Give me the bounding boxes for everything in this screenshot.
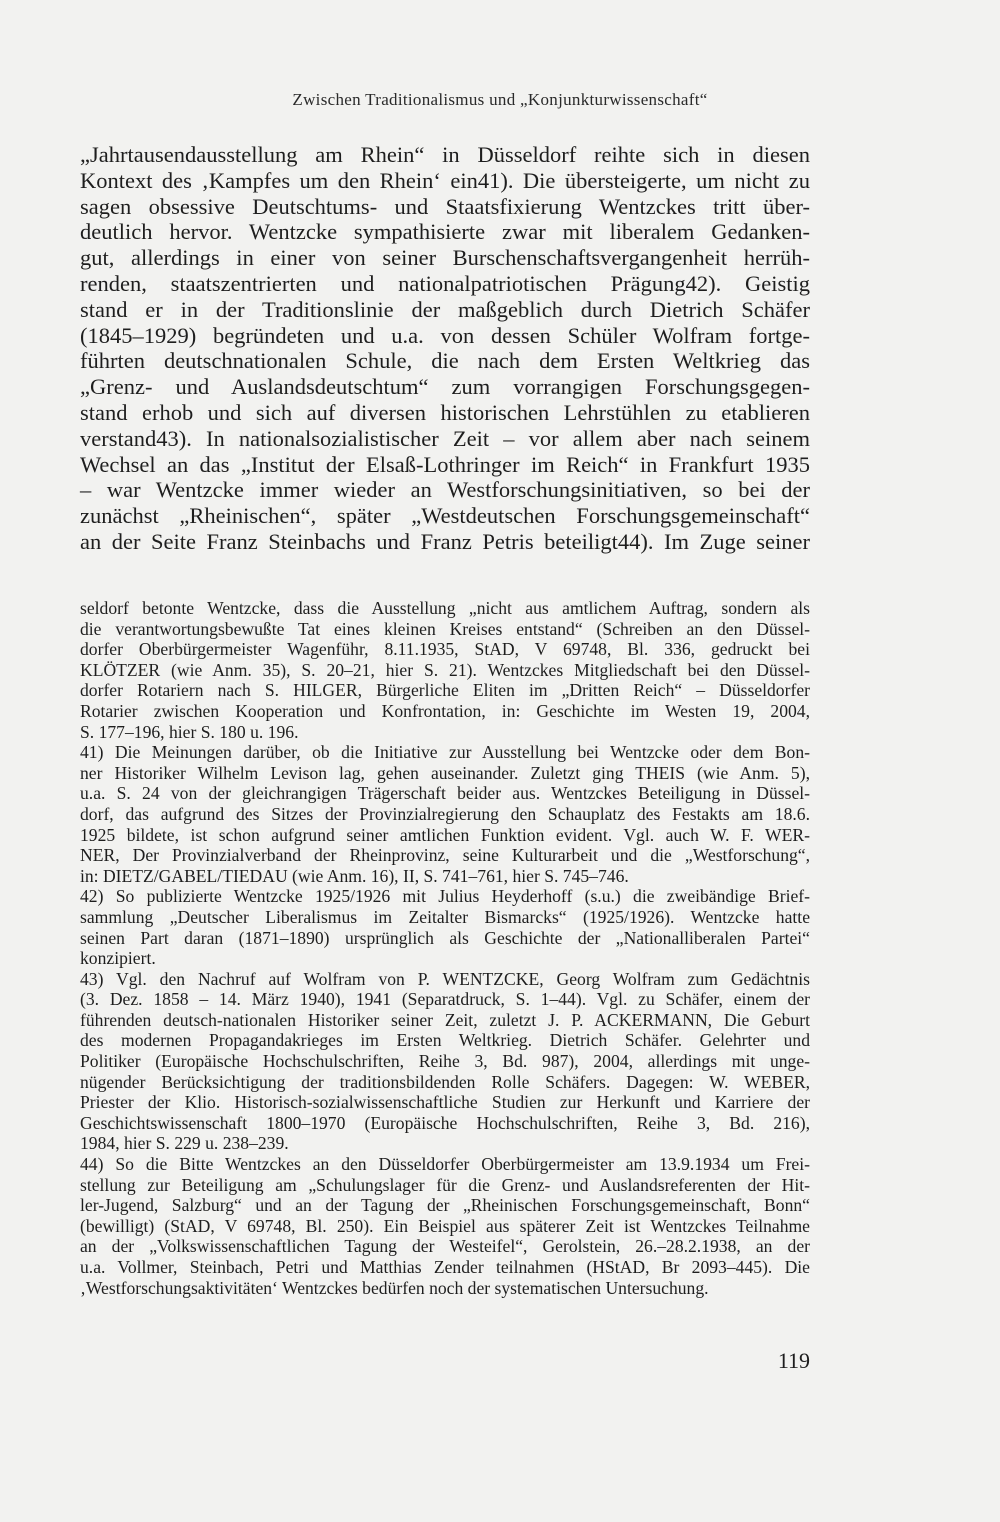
- footnote-line: sammlung „Deutscher Liberalismus im Zeitalter Bismarcks“ (1925/1926). Wentzcke hatte: [80, 906, 810, 927]
- footnote-line: 41) Die Meinungen darüber, ob die Initiative zur Ausstellung bei Wentzcke oder dem Bon-: [80, 742, 810, 763]
- footnote-line: dorfer Oberbürgermeister Wagenführ, 8.11.1935, StAD, V 69748, Bl. 336, gedruckt bei: [80, 639, 810, 660]
- footnote-line: konzipiert.: [80, 948, 156, 969]
- footnote-line: Politiker (Europäische Hochschulschriften, Reihe 3, Bd. 987), 2004, allerdings mit unge-: [80, 1051, 810, 1072]
- footnote-line: (bewilligt) (StAD, V 69748, Bl. 250). Ein Beispiel aus späterer Zeit ist Wentzckes Teilnahme: [80, 1215, 810, 1236]
- text-line: sagen obsessive Deutschtums- und Staatsfixierung Wentzckes tritt über-: [80, 193, 810, 219]
- text-line: stand erhob und sich auf diversen historischen Lehrstühlen zu etablieren: [80, 399, 810, 425]
- footnote-line: die verantwortungsbewußte Tat eines kleinen Kreises entstand“ (Schreiben an den Düssel-: [80, 618, 810, 639]
- footnote-line: in: DIETZ/GABEL/TIEDAU (wie Anm. 16), II, S. 741–761, hier S. 745–746.: [80, 865, 629, 886]
- text-line: stand er in der Traditionslinie der maßgeblich durch Dietrich Schäfer: [80, 296, 810, 322]
- text-line: gut, allerdings in einer von seiner Burschenschaftsvergangenheit herrüh-: [80, 245, 810, 271]
- footnote-line: führenden deutsch-nationalen Historiker seiner Zeit, zuletzt J. P. ACKERMANN, Die Geburt: [80, 1009, 810, 1030]
- footnote-line: 1925 bildete, ist schon aufgrund seiner amtlichen Funktion evident. Vgl. auch W. F. WER-: [80, 824, 810, 845]
- footnote-line: Rotarier zwischen Kooperation und Konfrontation, in: Geschichte im Westen 19, 2004,: [80, 700, 810, 721]
- text-line: führten deutschnationalen Schule, die nach dem Ersten Weltkrieg das: [80, 348, 810, 374]
- footnote-line: seldorf betonte Wentzcke, dass die Ausstellung „nicht aus amtlichem Auftrag, sondern als: [80, 598, 810, 618]
- text-line: „Grenz- und Auslandsdeutschtum“ zum vorrangigen Forschungsgegen-: [80, 374, 810, 400]
- footnote-line: u.a. Vollmer, Steinbach, Petri und Matthias Zender teilnahmen (HStAD, Br 2093–445). Die: [80, 1257, 810, 1277]
- footnote-line: dorfer Rotariern nach S. HILGER, Bürgerliche Eliten im „Dritten Reich“ – Düsseldorfer: [80, 680, 810, 701]
- footnote-line: Priester der Klio. Historisch-sozialwissenschaftliche Studien zur Herkunft und Karriere der: [80, 1092, 810, 1113]
- main-text: [80, 142, 810, 555]
- footnote-line: 44) So die Bitte Wentzckes an den Düsseldorfer Oberbürgermeister am 13.9.1934 um Frei-: [80, 1154, 810, 1175]
- footnote-line: u.a. S. 24 von der gleichrangigen Trägerschaft beider aus. Wentzckes Beteiligung in Düssel-: [80, 783, 810, 804]
- footnote-line: 42) So publizierte Wentzcke 1925/1926 mit Julius Heyderhoff (s.u.) die zweibändige Brief-: [80, 886, 810, 907]
- footnote-line: KLÖTZER (wie Anm. 35), S. 20–21, hier S. 21). Wentzckes Mitgliedschaft bei den Düssel-: [80, 659, 810, 680]
- text-line: zunächst „Rheinischen“, später „Westdeutschen Forschungsgemeinschaft“: [80, 503, 810, 529]
- running-head: Zwischen Traditionalismus und „Konjunkturwissenschaft“: [292, 90, 708, 109]
- text-line: – war Wentzcke immer wieder an Westforschungsinitiativen, so bei der: [80, 477, 810, 503]
- footnote-line: ‚Westforschungsaktivitäten‘ Wentzckes bedürfen noch der systematischen Untersuchung.: [80, 1277, 709, 1298]
- footnote-line: S. 177–196, hier S. 180 u. 196.: [80, 721, 299, 742]
- page-number: 119: [777, 1348, 810, 1373]
- text-line: deutlich hervor. Wentzcke sympathisierte zwar mit liberalem Gedanken-: [80, 219, 810, 245]
- footnote-line: 43) Vgl. den Nachruf auf Wolfram von P. WENTZCKE, Georg Wolfram zum Gedächtnis: [80, 968, 810, 989]
- text-line: Kontext des ‚Kampfes um den Rhein‘ ein41). Die übersteigerte, um nicht zu: [80, 167, 810, 193]
- text-line: Wechsel an das „Institut der Elsaß-Lothringer im Reich“ in Frankfurt 1935: [80, 451, 810, 477]
- footnotes: [80, 598, 810, 1298]
- footnote-line: dorf, das aufgrund des Sitzes der Provinzialregierung den Schauplatz des Festakts am 18.6.: [80, 803, 810, 824]
- footnote-line: ler-Jugend, Salzburg“ und an der Tagung der „Rheinischen Forschungsgemeinschaft, Bonn“: [80, 1195, 810, 1216]
- footnote-line: des modernen Propagandakrieges im Ersten Weltkrieg. Dietrich Schäfer. Gelehrter und: [80, 1030, 810, 1051]
- footnote-line: an der „Volkswissenschaftlichen Tagung der Westeifel“, Gerolstein, 26.–28.2.1938, an der: [80, 1236, 810, 1257]
- text-line: (1845–1929) begründeten und u.a. von dessen Schüler Wolfram fortge-: [80, 322, 810, 348]
- footnote-line: Geschichtswissenschaft 1800–1970 (Europäische Hochschulschriften, Reihe 3, Bd. 216),: [80, 1112, 810, 1133]
- footnote-line: nügender Berücksichtigung der traditionsbildenden Rolle Schäfers. Dagegen: W. WEBER,: [80, 1071, 810, 1092]
- text-line: verstand43). In nationalsozialistischer Zeit – vor allem aber nach seinem: [80, 425, 810, 451]
- text-line: an der Seite Franz Steinbachs und Franz Petris beteiligt44). Im Zuge seiner: [80, 528, 810, 554]
- text-line: renden, staatszentrierten und nationalpatriotischen Prägung42). Geistig: [80, 270, 810, 296]
- footnote-line: (3. Dez. 1858 – 14. März 1940), 1941 (Separatdruck, S. 1–44). Vgl. zu Schäfer, einem der: [80, 989, 810, 1010]
- footnote-line: 1984, hier S. 229 u. 238–239.: [80, 1133, 289, 1154]
- footnote-line: NER, Der Provinzialverband der Rheinprovinz, seine Kulturarbeit und die „Westforschung“,: [80, 845, 810, 866]
- footnote-line: ner Historiker Wilhelm Levison lag, gehen auseinander. Zuletzt ging THEIS (wie Anm. 5),: [80, 762, 810, 783]
- footnote-line: stellung zur Beteiligung am „Schulungslager für die Grenz- und Auslandsreferenten der Hit-: [80, 1174, 810, 1195]
- footnote-line: seinen Part daran (1871–1890) ursprünglich als Geschichte der „Nationalliberalen Partei“: [80, 927, 810, 948]
- text-line: „Jahrtausendausstellung am Rhein“ in Düsseldorf reihte sich in diesen: [80, 142, 810, 167]
